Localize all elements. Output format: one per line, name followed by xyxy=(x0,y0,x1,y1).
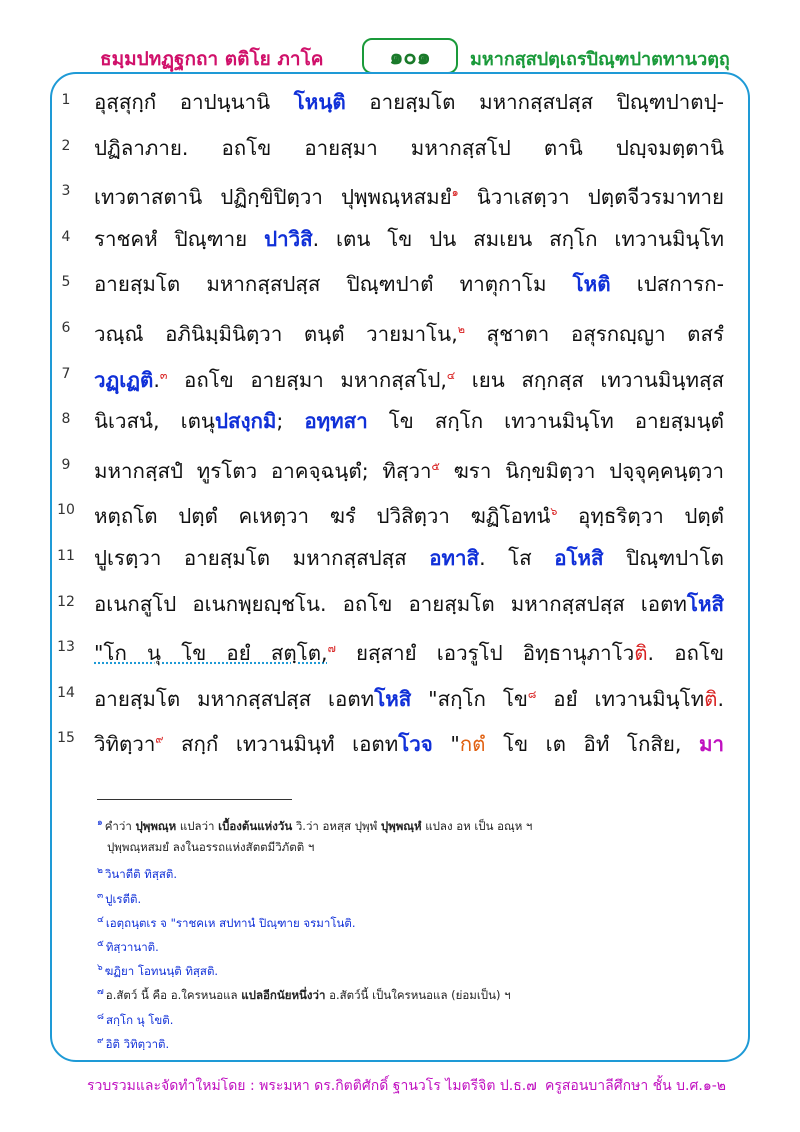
text-run: นิเวสนํ, เตนุ xyxy=(94,409,215,434)
text-line xyxy=(0,488,800,538)
line-number: 5 xyxy=(61,274,71,291)
line-number: 9 xyxy=(61,456,71,473)
line-text xyxy=(94,169,724,221)
line-text xyxy=(94,580,724,628)
line-number: 1 xyxy=(61,92,71,108)
text-run: โหติ xyxy=(572,272,611,297)
text-run: อทฺทสา xyxy=(304,409,368,434)
footnote-text: อ.สัตว์นี้ เป็นใครหนอแล (ย่อมเป็น) ฯ xyxy=(325,988,511,1003)
footnote-ref: ๘ xyxy=(527,687,537,701)
line-text xyxy=(94,488,724,540)
header-left-title: ธมฺมปทฏฺฐกถา ตติโย ภาโค xyxy=(100,48,324,70)
text-run: เยน สกฺกสฺส เทวานมินฺทสฺส xyxy=(455,367,724,392)
text-run: . xyxy=(717,686,724,711)
line-text xyxy=(94,260,724,308)
line-text xyxy=(94,534,724,582)
line-number: 2 xyxy=(61,137,71,154)
text-run: อายสฺมโต มหากสฺสปสฺส เอตท xyxy=(94,686,375,711)
text-run: มหากสฺสปํ ทูรโตว อาคจฺฉนฺตํ; ทิสฺวา xyxy=(94,458,432,483)
text-run: อโหสิ xyxy=(554,546,604,570)
text-run: ปิณฺฑปาโต xyxy=(603,546,724,570)
line-text xyxy=(94,625,724,677)
footnote-text: วินาตีติ ทิสฺสติ. xyxy=(104,867,178,882)
footer-right: ครูสอนบาลีศึกษา ชั้น บ.ศ.๑-๒ xyxy=(545,1078,727,1094)
footnote xyxy=(97,863,177,884)
footnote-ref: ๗ xyxy=(327,642,336,656)
text-line xyxy=(0,169,800,219)
page-number-box xyxy=(362,38,458,74)
line-text xyxy=(94,397,724,445)
text-run: อุทฺธริตฺวา ปตฺตํ xyxy=(557,504,724,529)
line-number: 10 xyxy=(57,502,75,519)
text-run: กตํ xyxy=(459,732,486,757)
footnote-text: อ.สัตว์ นี้ คือ อ.ใครหนอแล xyxy=(105,988,242,1003)
text-run: ติ xyxy=(704,686,718,711)
footnote xyxy=(97,960,218,981)
text-run: โหสิ xyxy=(686,591,724,616)
text-run: โข สกฺโก เทวานมินฺโท อายสฺมนฺตํ xyxy=(367,409,724,434)
text-line xyxy=(0,671,800,721)
text-line xyxy=(0,443,800,493)
footnote-bold: ปุพฺพณฺห xyxy=(135,818,177,833)
line-text xyxy=(94,352,724,404)
footnote-bold: ปุพฺพณฺหํ xyxy=(380,818,422,833)
footer-left: รวบรวมและจัดทำใหม่โดย : พระมหา ดร.กิตติศักดิ์ ฐานวโร ไมตรีจิต ป.ธ.๗ xyxy=(87,1078,537,1094)
line-number: 6 xyxy=(61,320,71,336)
footnote-mark: ๒ xyxy=(97,866,103,877)
text-run: ราชคหํ ปิณฺฑาย xyxy=(94,226,265,251)
footnote xyxy=(97,936,159,957)
footnote-ref: ๖ xyxy=(550,505,558,519)
text-run: ; xyxy=(276,409,305,434)
footnote-ref: ๑ xyxy=(451,186,459,200)
text-run: ยสฺสายํ เอวรูโป อิทฺธานุภาโว xyxy=(335,641,635,666)
text-line xyxy=(0,580,800,630)
text-run: ปูเรตฺวา อายสฺมโต มหากสฺสปสฺส xyxy=(94,546,430,570)
text-run: อถโข อายสฺมา มหากสฺสโป, xyxy=(167,367,447,392)
text-run: โวจ xyxy=(398,732,433,757)
text-run: อุสฺสุกฺกํ อาปนฺนานิ xyxy=(94,90,294,114)
footnote-mark: ๔ xyxy=(97,914,104,925)
footnote-bold: เบื้องต้นแห่งวัน xyxy=(218,818,293,833)
footnote-text: คำว่า xyxy=(104,818,136,833)
text-run: "สกฺโก โข xyxy=(411,686,528,711)
text-run: ปฏิลาภาย. อถโข อายสฺมา มหากสฺสโป ตานิ ปญฺจมตฺตานิ xyxy=(94,135,724,160)
footnote-text: ทิสฺวานาติ. xyxy=(105,939,159,954)
text-run: นิวาเสตฺวา ปตฺตจีวรมาทาย xyxy=(458,185,724,210)
text-run: สกฺกํ เทวานมินฺทํ เอตท xyxy=(163,732,399,757)
line-number: 11 xyxy=(57,548,75,564)
header-right-title: มหากสฺสปตฺเถรปิณฺฑปาตทานวตฺถุ xyxy=(470,49,730,70)
text-line xyxy=(0,716,800,766)
line-number: 8 xyxy=(61,411,71,428)
footnote-text: ฆฏิยา โอทนนฺติ ทิสฺสติ. xyxy=(104,964,219,979)
line-text xyxy=(94,671,724,723)
text-run: "โก นุ โข อยํ สตฺโต, xyxy=(94,641,328,666)
footnote-text: แปลง อห เป็น อณฺห ฯ xyxy=(421,818,533,833)
footnote-mark: ๗ xyxy=(97,987,104,998)
line-number: 7 xyxy=(61,365,71,382)
footnote-mark: ๘ xyxy=(97,1011,104,1022)
line-text xyxy=(94,78,724,126)
footnote xyxy=(97,912,356,933)
line-number: 12 xyxy=(57,593,75,610)
text-run: วิทิตฺวา xyxy=(94,732,156,757)
text-run: ปสงฺกมิ xyxy=(214,409,277,434)
text-run: มา xyxy=(698,732,724,757)
text-line xyxy=(0,625,800,675)
text-run: โหนฺติ xyxy=(293,90,346,114)
text-line xyxy=(0,352,800,402)
text-run: โข เต อิทํ โกสิย, xyxy=(485,732,699,757)
footnote xyxy=(107,839,314,857)
text-run: ติ xyxy=(634,641,648,666)
line-number: 14 xyxy=(57,684,75,701)
text-line xyxy=(0,78,800,128)
text-run: หตฺถโต ปตฺตํ คเหตฺวา ฆรํ ปวิสิตฺวา ฆฏิโอทนํ xyxy=(94,504,551,529)
text-run: เทวตาสตานิ ปฏิกฺขิปิตฺวา ปุพฺพณฺหสมยํ xyxy=(94,185,452,210)
line-text xyxy=(94,716,724,768)
text-run: อายสฺมโต มหากสฺสปสฺส ปิณฺฑปาตํ ทาตุกาโม xyxy=(94,272,573,297)
footnote-mark: ๓ xyxy=(97,890,104,901)
footnote-ref: ๔ xyxy=(446,368,456,382)
text-line xyxy=(0,260,800,310)
footnote xyxy=(97,815,532,836)
footnote-mark: ๕ xyxy=(97,939,104,949)
footnote-rule xyxy=(97,799,292,800)
text-run: . อถโข xyxy=(647,641,724,666)
text-run: อเนกสูโป อเนกพฺยญฺชโน. อถโข อายสฺมโต มหากสฺสปสฺส เอตท xyxy=(94,591,687,616)
footnote-text: ปูเรตีติ. xyxy=(105,891,142,906)
footnote-text: แปลว่า xyxy=(176,818,219,833)
text-run: . xyxy=(153,367,160,392)
line-number: 13 xyxy=(57,639,75,656)
footnote-text: สกฺโก นุ โขติ. xyxy=(105,1012,174,1027)
footnote-ref: ๒ xyxy=(457,323,465,336)
text-run: วฏฺเฏติ xyxy=(94,367,154,392)
footnote-text: วิ.ว่า อหสฺส ปุพฺพํ xyxy=(292,818,381,833)
text-line xyxy=(0,397,800,447)
text-line xyxy=(0,215,800,265)
footnote-mark: ๖ xyxy=(97,963,103,974)
text-run: . โส xyxy=(479,546,555,570)
line-text xyxy=(94,306,724,358)
footnote-text: เอตฺถนฺตเร จ "ราชคเห สปทานํ ปิณฺฑาย จรมาโนติ. xyxy=(105,915,356,930)
page-number: ๑๐๑ xyxy=(389,44,431,70)
footnote xyxy=(97,1033,169,1054)
text-run: . เตน โข ปน สมเยน สกฺโก เทวานมินฺโท xyxy=(312,226,724,251)
line-text xyxy=(94,443,724,495)
line-text xyxy=(94,215,724,263)
line-text xyxy=(94,124,724,172)
text-line xyxy=(0,306,800,356)
footnote-ref: ๕ xyxy=(431,459,440,473)
text-run: วณฺณํ อภินิมฺมินิตฺวา ตนฺตํ วายมาโน, xyxy=(94,321,458,346)
text-run: ฆรา นิกฺขมิตฺวา ปจฺจุคฺคนฺตฺวา xyxy=(439,458,724,483)
text-run: สุชาตา อสุรกญฺญา ตสรํ xyxy=(464,321,724,346)
footnote-mark: ๙ xyxy=(97,1035,104,1046)
footnote-ref: ๓ xyxy=(159,368,168,382)
footnote xyxy=(97,984,511,1005)
footnote-ref: ๙ xyxy=(155,733,164,747)
footnote-mark: ๑ xyxy=(97,818,103,828)
text-run: ปาวิสิ xyxy=(264,226,313,251)
text-line xyxy=(0,124,800,174)
text-run: อทาสิ xyxy=(429,546,480,570)
footnote-text: อิติ วิทิตฺวาติ. xyxy=(105,1036,170,1051)
footnote xyxy=(97,1009,173,1030)
text-run: โหสิ xyxy=(374,686,412,711)
line-number: 4 xyxy=(61,228,71,245)
text-line xyxy=(0,534,800,584)
footnote-bold: แปลอีกนัยหนึ่งว่า xyxy=(241,988,326,1003)
text-run: อยํ เทวานมินฺโท xyxy=(536,686,705,711)
text-run: เปสการก- xyxy=(610,272,724,297)
line-number: 3 xyxy=(61,183,71,200)
footnote-text: ปุพฺพณฺหสมยํ ลงในอรรถแห่งสัตตมีวิภัตติ ฯ xyxy=(107,840,315,855)
text-run: อายสฺมโต มหากสฺสปสฺส ปิณฺฑปาตปฺ- xyxy=(345,90,724,114)
text-run: " xyxy=(432,732,460,757)
footnote xyxy=(97,888,141,909)
line-number: 15 xyxy=(57,730,75,747)
